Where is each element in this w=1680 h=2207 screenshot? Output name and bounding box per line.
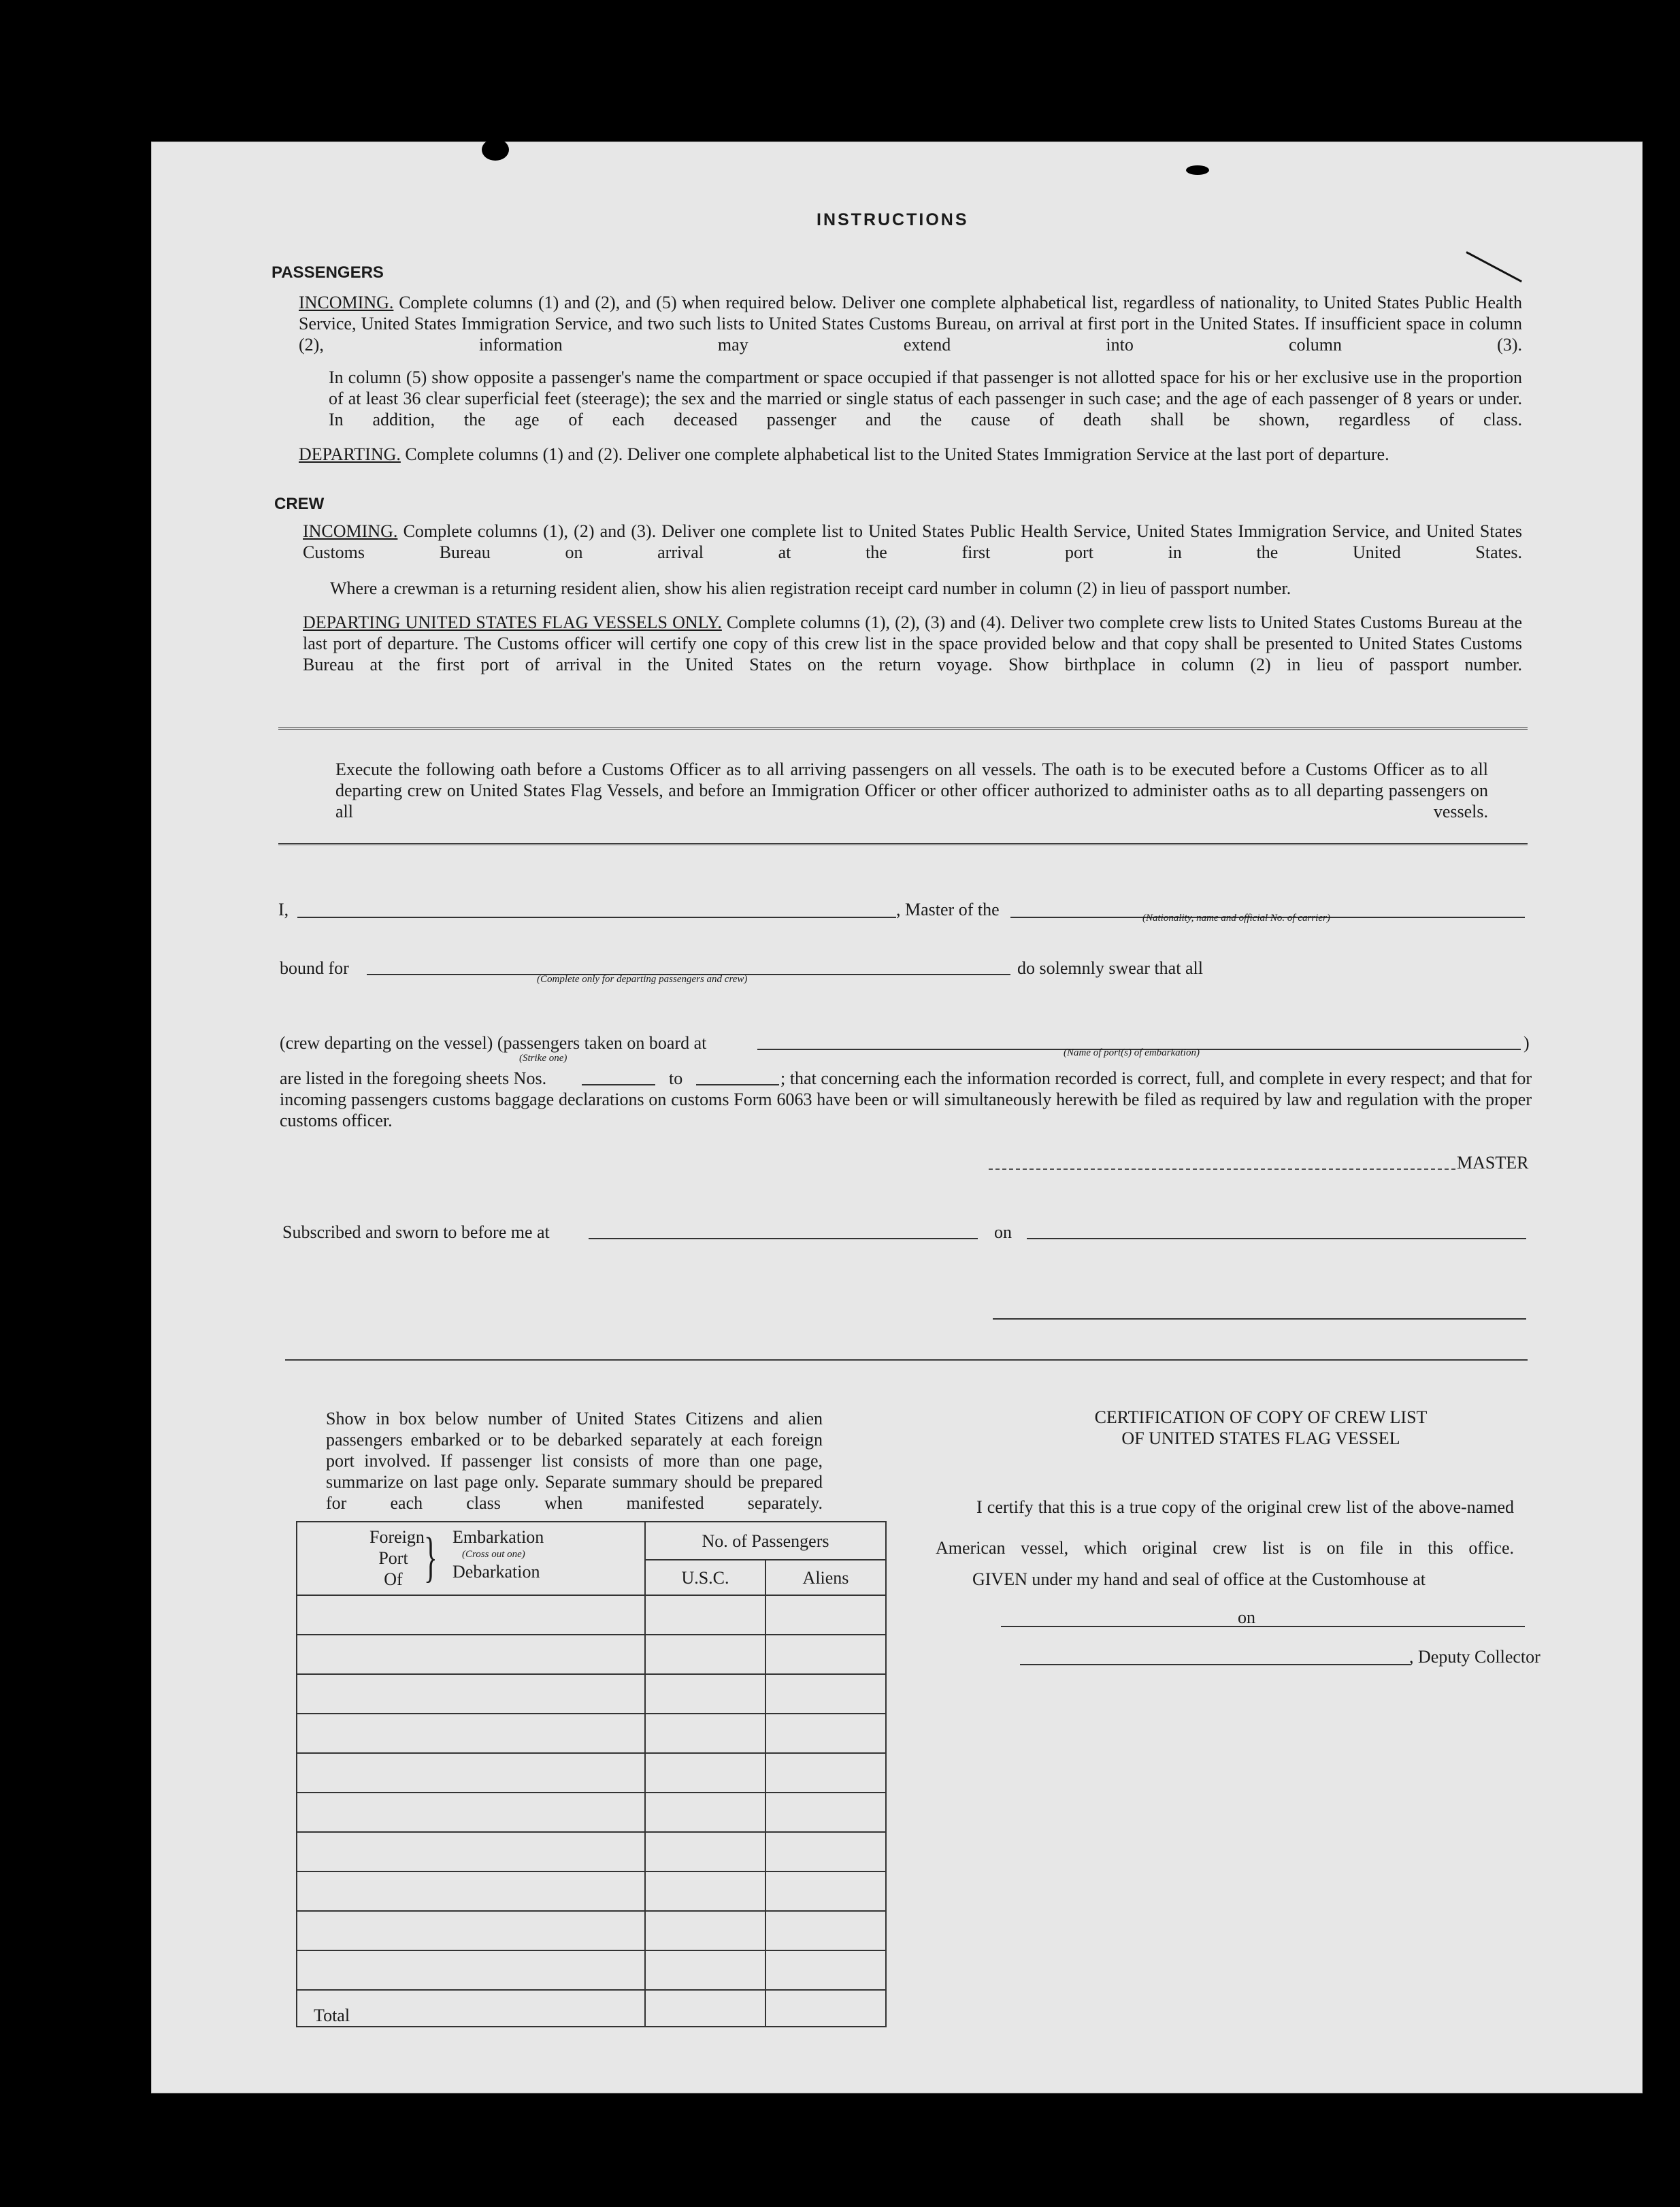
crew-departing-text: Complete columns (1), (2), (3) and (4). Deliver two complete crew lists to United States Customs Bureau at the last port of departure. The Customs officer will certify one copy of this crew list in the space provided below and that copy shall be presented to United States Customs Bureau at the first port of arrival in the United States on the return voyage. Show birthplace in column (2) in lieu of passport number. [303, 612, 1523, 674]
crew-resident-paragraph: Where a crewman is a returning resident alien, show his alien registration receipt card number in column (2) in lieu of passport number. [330, 578, 1291, 598]
table-row[interactable] [297, 1714, 645, 1753]
usc-cell[interactable] [645, 1871, 765, 1911]
crew-incoming-text: Complete columns (1), (2) and (3). Deliver one complete list to United States Public Health Service, United States Immigration Service, and United States Customs Bureau on arrival at the first port in the United States. [303, 521, 1522, 562]
crew-departing-text: (crew departing on the vessel) (passengers taken on board at [280, 1033, 707, 1053]
foregoing-continuation: ; that concerning each the information recorded is correct, full, and complete in every respect; and that for incoming passengers customs baggage declarations on customs Form 6063 have been or will simultaneously herewith be filed as required by law and regulation with the proper customs officer. [280, 1068, 1532, 1130]
master-of-the-label: , Master of the [896, 900, 1000, 919]
foregoing-to: to [669, 1068, 683, 1088]
master-signature-field[interactable] [989, 1168, 1455, 1170]
passengers-departing-text: Complete columns (1) and (2). Deliver one complete alphabetical list to the United States Immigration Service at the last port of departure. [405, 444, 1389, 464]
oath-i-label: I, [278, 900, 289, 919]
debarkation-label: Debarkation [452, 1562, 540, 1582]
port-header-right [452, 1526, 544, 1582]
form-page [151, 142, 1643, 2093]
swear-text: do solemnly swear that all [1017, 958, 1203, 978]
aliens-cell[interactable] [765, 1793, 886, 1832]
passengers-departing-label: DEPARTING. [299, 444, 401, 464]
of-label: Of [384, 1569, 403, 1589]
aliens-header: Aliens [765, 1560, 886, 1595]
usc-cell[interactable] [645, 1793, 765, 1832]
aliens-cell[interactable] [765, 1950, 886, 1990]
cross-out-label: (Cross out one) [462, 1549, 525, 1560]
usc-cell[interactable] [645, 1832, 765, 1871]
oath-intro: Execute the following oath before a Customs Officer as to all arriving passengers on all vessels. The oath is to be executed before a Customs Officer as to all departing crew on United States Flag Vessels, and before an Immigration Officer or other officer authorized to administer oaths as to all departing passengers on all vessels. [335, 759, 1488, 821]
table-row[interactable] [297, 1950, 645, 1990]
aliens-cell[interactable] [765, 1674, 886, 1714]
aliens-cell[interactable] [765, 1595, 886, 1635]
aliens-cell[interactable] [765, 1753, 886, 1793]
aliens-cell[interactable] [765, 1714, 886, 1753]
table-row[interactable] [297, 1871, 645, 1911]
sworn-date-field[interactable] [1027, 1238, 1526, 1239]
passengers-departing-paragraph [299, 444, 1530, 465]
divider-3 [285, 1359, 1528, 1361]
crew-heading: CREW [274, 495, 325, 513]
crew-departing-paragraph [303, 612, 1522, 675]
sworn-place-field[interactable] [589, 1238, 978, 1239]
officer-signature-field[interactable] [993, 1318, 1526, 1320]
crew-departing-label: DEPARTING UNITED STATES FLAG VESSELS ONLY. [303, 612, 722, 632]
port-header-left [369, 1526, 425, 1590]
passengers-incoming-paragraph [299, 292, 1522, 355]
usc-cell[interactable] [645, 1911, 765, 1950]
punch-hole-left [482, 139, 509, 161]
pen-mark [1466, 251, 1522, 282]
usc-cell[interactable] [645, 1674, 765, 1714]
embarkation-caption: (Name of port(s) of embarkation) [1064, 1047, 1200, 1058]
deputy-collector-label: , Deputy Collector [1409, 1647, 1541, 1667]
crew-incoming-paragraph [303, 521, 1522, 563]
usc-cell[interactable] [645, 1595, 765, 1635]
page-title: INSTRUCTIONS [817, 210, 969, 229]
table-row[interactable] [297, 1832, 645, 1871]
passengers-incoming-text: Complete columns (1) and (2), and (5) when required below. Deliver one complete alphabetical list, regardless of nationality, to United States Public Health Service, United States Immigration Service, and two such lists to United States Customs Bureau, on arrival at first port in the United States. If insufficient space in column (2), information may extend into column (3). [299, 293, 1523, 355]
no-of-passengers-header: No. of Passengers [645, 1522, 886, 1560]
summary-instructions: Show in box below number of United States Citizens and alien passengers embarked or to be debarked separately at each foreign port involved. If passenger list consists of more than one page, summarize on last page only. Separate summary should be prepared for each class when manifested separately. [326, 1409, 823, 1513]
certification-title [1036, 1407, 1485, 1449]
usc-total-cell[interactable] [645, 1990, 765, 2027]
sworn-on-label: on [994, 1222, 1012, 1242]
master-label: MASTER [1457, 1153, 1529, 1173]
total-label: Total [297, 1990, 645, 2027]
usc-cell[interactable] [645, 1635, 765, 1674]
certify-paragraph: I certify that this is a true copy of the original crew list of the above-named American vessel, which original crew list is on file in this office. [936, 1497, 1514, 1558]
port-label: Port [378, 1548, 408, 1568]
bound-for-label: bound for [280, 958, 349, 978]
passenger-summary-table [296, 1521, 887, 2027]
foregoing-label: are listed in the foregoing sheets Nos. [280, 1068, 547, 1088]
aliens-cell[interactable] [765, 1871, 886, 1911]
divider-2 [278, 843, 1528, 845]
aliens-cell[interactable] [765, 1911, 886, 1950]
usc-cell[interactable] [645, 1714, 765, 1753]
brace-glyph: } [424, 1526, 438, 1588]
table-row[interactable] [297, 1635, 645, 1674]
port-header-cell [297, 1522, 645, 1595]
given-text: GIVEN under my hand and seal of office at the Customhouse at [972, 1569, 1426, 1589]
crew-incoming-label: INCOMING. [303, 521, 398, 541]
table-row[interactable] [297, 1595, 645, 1635]
bound-for-caption: (Complete only for departing passengers and crew) [537, 974, 748, 985]
aliens-cell[interactable] [765, 1832, 886, 1871]
usc-header: U.S.C. [645, 1560, 765, 1595]
certification-title-line2: OF UNITED STATES FLAG VESSEL [1121, 1428, 1400, 1448]
table-row[interactable] [297, 1911, 645, 1950]
certification-title-line1: CERTIFICATION OF COPY OF CREW LIST [1094, 1407, 1428, 1427]
usc-cell[interactable] [645, 1753, 765, 1793]
given-date-field[interactable] [1268, 1626, 1525, 1627]
aliens-total-cell[interactable] [765, 1990, 886, 2027]
given-on-label: on [1238, 1607, 1255, 1627]
passengers-incoming-label: INCOMING. [299, 293, 394, 312]
carrier-caption: (Nationality, name and official No. of carrier) [1142, 913, 1330, 923]
divider-1 [278, 728, 1528, 730]
strike-one-caption: (Strike one) [519, 1053, 567, 1064]
table-row[interactable] [297, 1753, 645, 1793]
subscribed-label: Subscribed and sworn to before me at [282, 1222, 550, 1242]
aliens-cell[interactable] [765, 1635, 886, 1674]
column5-paragraph: In column (5) show opposite a passenger's name the compartment or space occupied if that passenger is not allotted space for his or her exclusive use in the proportion of at least 36 clear superficial feet (steerage); the sex and the married or single status of each passenger in such case; and the age of each passenger of 8 years or under. In addition, the age of each deceased passenger and the cause of death shall be shown, regardless of class. [329, 367, 1522, 429]
embarkation-label: Embarkation [452, 1527, 544, 1547]
deputy-signature-field[interactable] [1020, 1664, 1411, 1665]
master-name-field[interactable] [297, 917, 896, 918]
closing-paren: ) [1523, 1033, 1530, 1053]
punch-hole-right [1186, 165, 1209, 175]
table-row[interactable] [297, 1674, 645, 1714]
table-row[interactable] [297, 1793, 645, 1832]
usc-cell[interactable] [645, 1950, 765, 1990]
passengers-heading: PASSENGERS [271, 263, 384, 282]
foregoing-text [280, 1068, 1532, 1131]
foreign-label: Foreign [369, 1527, 425, 1547]
